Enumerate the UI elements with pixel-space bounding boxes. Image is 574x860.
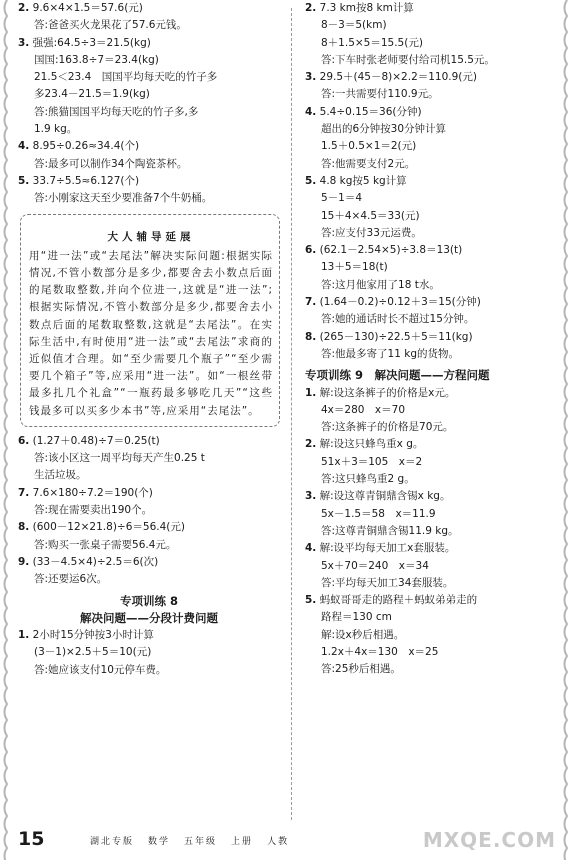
answer-line: 8＋1.5×5＝15.5(元) [321,36,423,49]
item-number: 5. [18,174,30,187]
answer-line: 51x＋3＝105 x＝2 [321,455,423,468]
answer-line: 5x－1.5＝58 x＝11.9 [321,507,436,520]
item-number: 3. [305,71,317,84]
item-number: 2. [18,2,30,14]
answer-text: 4.8 kg按5 kg计算 [319,174,407,187]
answer-item [18,519,280,554]
answer-item [18,35,280,139]
tutor-extension-box [20,214,280,427]
answer-item [305,294,560,329]
answer-text: (1.64－0.2)÷0.12＋3＝15(分钟) [319,296,481,309]
right-column [305,0,560,679]
item-number: 7. [18,486,30,499]
answer-first-line [305,104,560,121]
answer-first-line [18,485,280,502]
answer-text: 蚂蚁哥哥走的路程＋蚂蚁弟弟走的 [319,594,478,607]
footer-info-item: 五年级 [184,837,218,847]
answer-line: 超出的6分钟按30分钟计算 [321,123,447,136]
answer-item [18,173,280,208]
answer-line: 答:他最多寄了11 kg的货物。 [321,347,459,360]
item-number: 9. [18,555,30,568]
item-number: 4. [305,542,317,555]
answer-item [305,592,560,678]
answer-item [305,104,560,173]
item-number: 2. [305,438,317,451]
answer-line: 答:她的通话时长不超过15分钟。 [321,313,475,326]
answer-line: 解:设x秒后相遇。 [321,628,405,641]
answer-text: 7.3 km按8 km计算 [319,2,414,14]
answer-line: 多23.4－21.5＝1.9(kg) [34,88,150,101]
answer-line: 5x＋70＝240 x＝34 [321,559,429,572]
answer-first-line [305,592,560,609]
answer-first-line [18,173,280,190]
answer-text: (265－130)÷22.5＋5＝11(kg) [319,330,473,343]
answer-line: 答:还要运6次。 [34,573,108,586]
answer-first-line [305,329,560,346]
answer-first-line [305,173,560,190]
answer-line: (3－1)×2.5＋5＝10(元) [34,646,152,659]
answer-first-line [305,436,560,453]
answer-text: (1.27＋0.48)÷7＝0.25(t) [32,434,160,447]
answer-item [305,385,560,437]
answer-line: 答:该小区这一周平均每天产生0.25 t [34,452,205,465]
answer-line: 国国:163.8÷7＝23.4(kg) [34,53,159,66]
answer-line: 答:熊猫国国平均每天吃的竹子多,多 [34,105,199,118]
answer-line: 答:下车时张老师要付给司机15.5元。 [321,53,495,66]
answer-line: 生活垃圾。 [34,469,87,482]
answer-item [305,488,560,540]
answer-first-line [305,69,560,86]
answer-text: (33－4.5×4)÷2.5＝6(次) [32,555,159,568]
answer-text: 2小时15分钟按3小时计算 [32,629,154,642]
answer-line: 答:应支付33元运费。 [321,226,422,239]
left-answers-part2 [18,433,280,589]
answer-text: 5.4÷0.15＝36(分钟) [319,105,422,118]
answer-item [18,485,280,520]
answer-line: 8－3＝5(km) [321,19,387,32]
answer-line: 答:她应该支付10元停车费。 [34,663,167,676]
answer-line: 答:这条裤子的价格是70元。 [321,421,454,434]
answer-text: (600－12×21.8)÷6＝56.4(元) [32,521,185,534]
answer-line: 答:这尊青铜鼎含锡11.9 kg。 [321,524,459,537]
answer-text: 解:设这只蜂鸟重x g。 [319,438,424,451]
answer-item [305,0,560,69]
answer-text: 解:设平均每天加工x套服装。 [319,542,456,555]
page-number: 15 [18,828,45,850]
answer-line: 4x＝280 x＝70 [321,403,406,416]
item-number: 3. [305,490,317,503]
footer-info-item: 湖北专版 [90,837,135,847]
answer-first-line [305,385,560,402]
item-number: 8. [305,330,317,343]
answer-item [305,329,560,364]
answer-line: 答:这只蜂鸟重2 g。 [321,473,415,486]
answer-item [18,433,280,485]
answer-line: 答:购买一张桌子需要56.4元。 [34,538,177,551]
answer-text: 9.6×4×1.5＝57.6(元) [32,2,143,14]
answer-line: 15＋4×4.5＝33(元) [321,209,420,222]
answer-line: 21.5＜23.4 国国平均每天吃的竹子多 [34,71,218,84]
answer-line: 答:现在需要卖出190个。 [34,504,153,517]
answer-text: 解:设这尊青铜鼎含锡x kg。 [319,490,451,503]
answer-first-line [18,519,280,536]
item-number: 1. [18,629,30,642]
answer-text: 33.7÷5.5≈6.127(个) [32,174,140,187]
answer-text: 解:设这条裤子的价格是x元。 [319,386,456,399]
answer-item [305,540,560,592]
answer-first-line [305,294,560,311]
item-number: 2. [305,2,317,14]
answer-line: 答:平均每天加工34套服装。 [321,576,454,589]
answer-line: 答:他需要支付2元。 [321,157,416,170]
item-number: 1. [305,386,317,399]
answer-item [305,173,560,242]
left-wave-border [0,0,14,860]
left-answers-part3 [18,627,280,679]
column-divider [291,8,292,820]
answer-line: 答:小刚家这天至少要准备7个牛奶桶。 [34,192,213,205]
answer-line: 答:这月他家用了18 t水。 [321,278,440,291]
answer-item [305,242,560,294]
right-answers-part2 [305,385,560,679]
answer-text: 29.5＋(45－8)×2.2＝110.9(元) [319,71,478,84]
answer-item [305,436,560,488]
answer-line: 答:25秒后相遇。 [321,663,401,676]
item-number: 4. [18,140,30,153]
answer-line: 答:一共需要付110.9元。 [321,88,439,101]
box-text: 用“进一法”或“去尾法”解决实际问题:根据实际情况,不管小数部分是多少,都要舍去小数点后面的尾数取整数,并向个位进一,这就是“进一法”;根据实际情况,不管小数部分是多少,都要舍去小数点后面的尾数取整数,这就是“去尾法”。在实际生活中,有时使用“进一法”或“去尾法”求商的近似值才合理。如“至少需要几个瓶子”“至少需要几个箱子”等,应采用“进一法”。如“一根丝带最多扎几个礼盒”“一瓶药最多够吃几天”“这些钱最多可以买多少本书”等,应采用“去尾法”。 [29,249,273,417]
answer-line: 答:爸爸买火龙果花了57.6元钱。 [34,19,187,32]
item-number: 6. [305,244,317,257]
answer-item [18,627,280,679]
item-number: 5. [305,594,317,607]
section9-title: 专项训练 9 解决问题——方程问题 [305,368,490,383]
item-number: 5. [305,174,317,187]
answer-item [18,138,280,173]
answer-line: 1.9 kg。 [34,123,78,136]
answer-first-line [18,35,280,52]
item-number: 8. [18,521,30,534]
left-column [18,0,280,679]
footer-info-item: 人教 [267,837,290,847]
right-wave-border [560,0,574,860]
answer-first-line [18,138,280,155]
answer-item [305,69,560,104]
answer-text: 7.6×180÷7.2＝190(个) [32,486,153,499]
watermark: MXQE.COM [422,828,556,852]
item-number: 3. [18,36,30,49]
section8-title: 专项训练 8 [119,593,178,608]
box-title: 大人辅导延展 [107,230,195,243]
answer-first-line [18,0,280,17]
section8-subtitle: 解决问题——分段计费问题 [80,610,218,625]
answer-first-line [305,540,560,557]
answer-line: 1.5＋0.5×1＝2(元) [321,140,417,153]
answer-item [18,554,280,589]
answer-line: 1.2x＋4x＝130 x＝25 [321,645,439,658]
footer-info [90,834,303,847]
left-answers-part1 [18,0,280,208]
answer-item [18,0,280,35]
right-answers-part1 [305,0,560,363]
item-number: 6. [18,434,30,447]
answer-first-line [18,433,280,450]
answer-line: 13＋5＝18(t) [321,261,388,274]
answer-first-line [18,554,280,571]
footer-info-item: 上册 [231,837,254,847]
answer-first-line [18,627,280,644]
answer-line: 5－1＝4 [321,192,363,205]
answer-text: 强强:64.5÷3＝21.5(kg) [32,36,151,49]
answer-first-line [305,242,560,259]
item-number: 4. [305,105,317,118]
answer-first-line [305,0,560,17]
answer-text: 8.95÷0.26≈34.4(个) [32,140,140,153]
footer-info-item: 数学 [148,837,171,847]
answer-line: 路程＝130 cm [321,611,392,624]
item-number: 7. [305,296,317,309]
answer-text: (62.1－2.54×5)÷3.8＝13(t) [319,244,463,257]
answer-line: 答:最多可以制作34个陶瓷茶杯。 [34,157,188,170]
answer-first-line [305,488,560,505]
